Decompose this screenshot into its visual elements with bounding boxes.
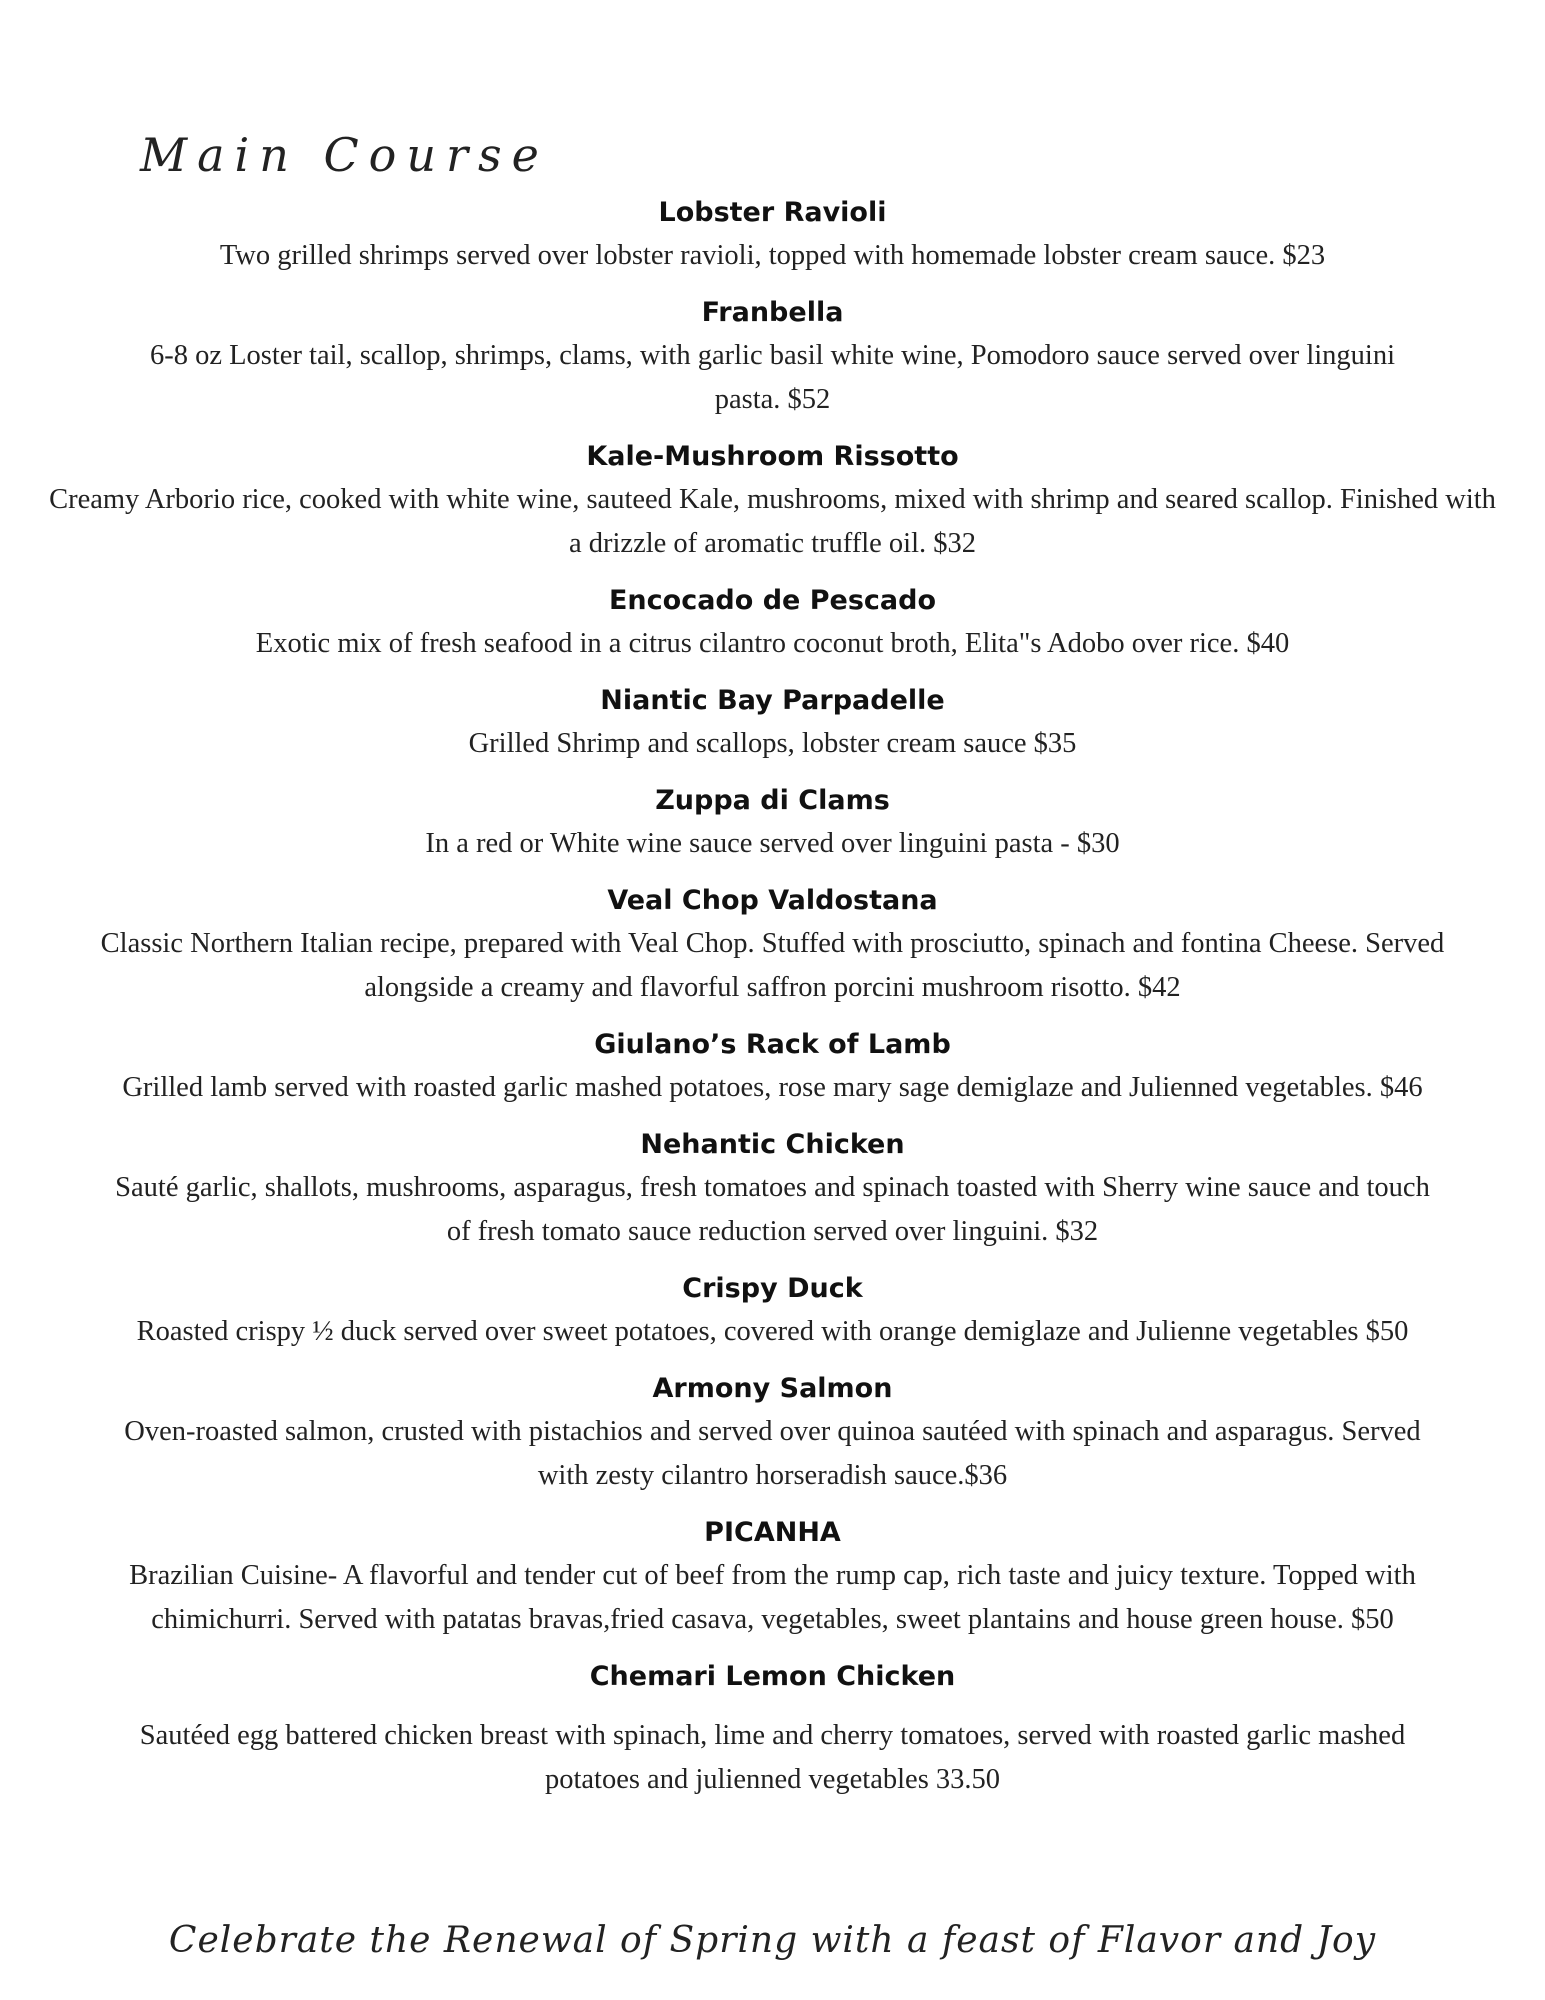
item-description: Sauté garlic, shallots, mushrooms, asparagus, fresh tomatoes and spinach toasted with Sherry wine sauce and touch of fresh tomato sauce reduction served over linguini. $32 xyxy=(115,1172,1430,1247)
item-description: Brazilian Cuisine- A flavorful and tender cut of beef from the rump cap, rich taste and juicy texture. Topped with chimichurri. Served with patatas bravas,fried casava, vegetables, sweet plantains and house green house. $50 xyxy=(129,1560,1416,1635)
item-description: Grilled lamb served with roasted garlic mashed potatoes, rose mary sage demiglaze and Julienned vegetables. $46 xyxy=(122,1072,1423,1103)
item-description: Exotic mix of fresh seafood in a citrus cilantro coconut broth, Elita"s Adobo over rice. $40 xyxy=(255,628,1290,659)
item-name: Giulano’s Rack of Lamb xyxy=(594,1029,951,1060)
item-name: Niantic Bay Parpadelle xyxy=(600,685,945,716)
menu-item-lobster-ravioli xyxy=(0,196,1545,278)
item-name: Chemari Lemon Chicken xyxy=(589,1661,956,1692)
item-description: Oven-roasted salmon, crusted with pistachios and served over quinoa sautéed with spinach and asparagus. Served with zesty cilantro horseradish sauce.$36 xyxy=(124,1416,1421,1491)
item-description: Creamy Arborio rice, cooked with white wine, sauteed Kale, mushrooms, mixed with shrimp and seared scallop. Finished with a drizzle of aromatic truffle oil. $32 xyxy=(49,484,1496,559)
page-title: Main Course xyxy=(140,128,549,182)
item-name: Crispy Duck xyxy=(682,1273,863,1304)
item-name: Nehantic Chicken xyxy=(640,1129,905,1160)
menu-item-nehantic-chicken xyxy=(0,1128,1545,1254)
item-description: Roasted crispy ½ duck served over sweet potatoes, covered with orange demiglaze and Julienne vegetables $50 xyxy=(136,1316,1409,1347)
menu-item-franbella xyxy=(0,296,1545,422)
item-name: Kale-Mushroom Rissotto xyxy=(586,441,959,472)
menu-item-veal-chop-valdostana xyxy=(0,884,1545,1010)
item-description: Sautéed egg battered chicken breast with spinach, lime and cherry tomatoes, served with roasted garlic mashed potatoes and julienned vegetables 33.50 xyxy=(139,1720,1406,1795)
menu-item-armony-salmon xyxy=(0,1372,1545,1498)
item-name: Franbella xyxy=(701,297,844,328)
item-name: Veal Chop Valdostana xyxy=(607,885,938,916)
item-description: Grilled Shrimp and scallops, lobster cream sauce $35 xyxy=(468,728,1077,759)
menu-item-picanha xyxy=(0,1516,1545,1642)
item-name: Encocado de Pescado xyxy=(608,585,937,616)
item-name: PICANHA xyxy=(704,1517,841,1548)
item-name: Armony Salmon xyxy=(652,1373,893,1404)
item-description: In a red or White wine sauce served over linguini pasta - $30 xyxy=(425,828,1120,859)
item-description: 6-8 oz Loster tail, scallop, shrimps, clams, with garlic basil white wine, Pomodoro sauce served over linguini pasta. $52 xyxy=(149,340,1396,415)
item-description: Classic Northern Italian recipe, prepared with Veal Chop. Stuffed with prosciutto, spinach and fontina Cheese. Served alongside a creamy and flavorful saffron porcini mushroom risotto. $42 xyxy=(100,928,1445,1003)
menu-item-giulanos-rack-of-lamb xyxy=(0,1028,1545,1110)
menu-item-chemari-lemon-chicken xyxy=(0,1660,1545,1802)
menu-item-encocado-de-pescado xyxy=(0,584,1545,666)
item-name: Zuppa di Clams xyxy=(655,785,890,816)
menu-list xyxy=(0,196,1545,1820)
menu-item-niantic-bay-parpadelle xyxy=(0,684,1545,766)
menu-item-crispy-duck xyxy=(0,1272,1545,1354)
menu-item-kale-mushroom-rissotto xyxy=(0,440,1545,566)
menu-item-zuppa-di-clams xyxy=(0,784,1545,866)
footer-tagline: Celebrate the Renewal of Spring with a feast of Flavor and Joy xyxy=(168,1920,1377,1961)
item-name: Lobster Ravioli xyxy=(658,197,887,228)
item-description: Two grilled shrimps served over lobster ravioli, topped with homemade lobster cream sauce. $23 xyxy=(219,240,1326,271)
